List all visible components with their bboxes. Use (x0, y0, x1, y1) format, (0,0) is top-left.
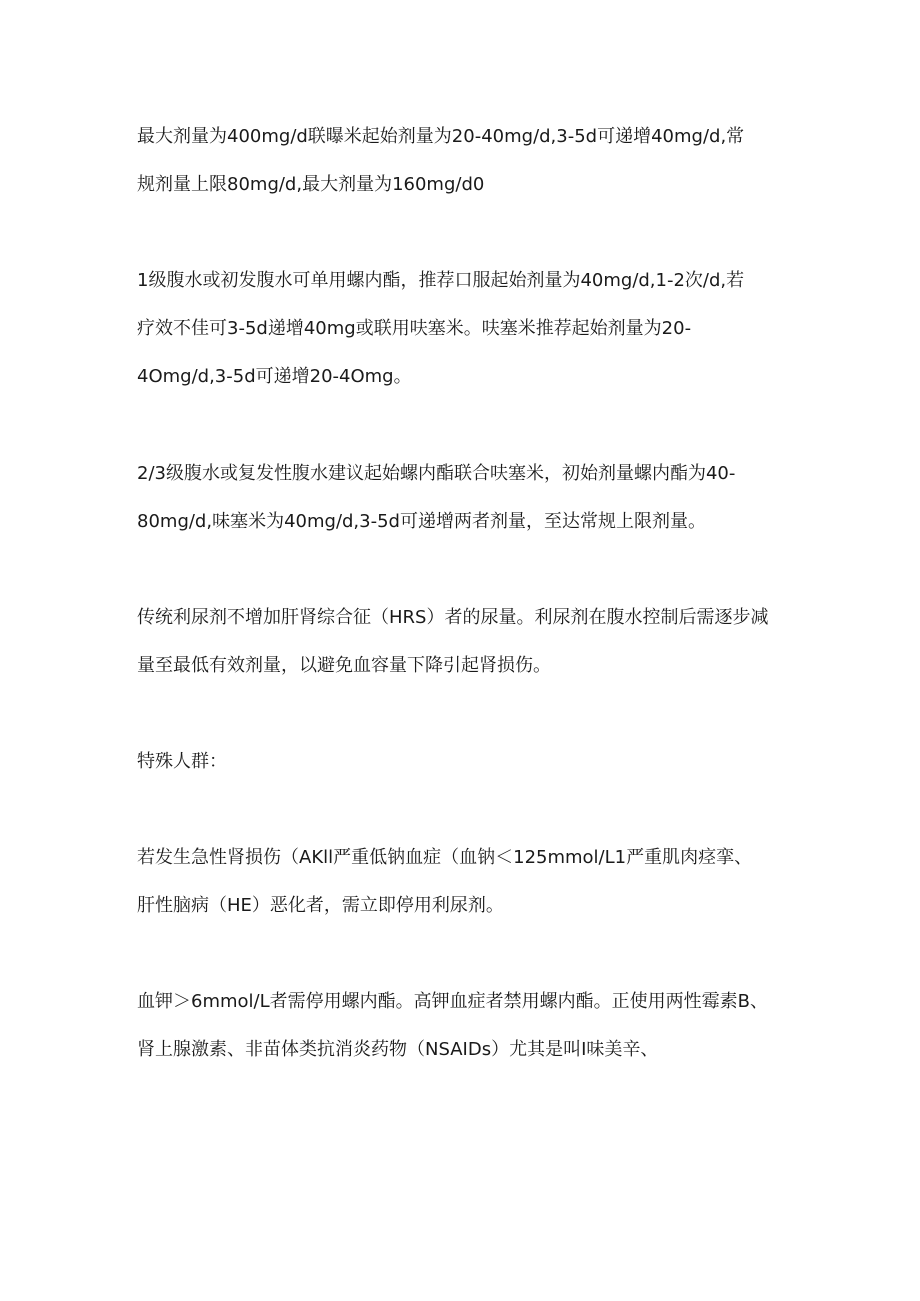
text-line: 肾上腺激素、非苗体类抗消炎药物（NSAIDs）尤其是叫I味美辛、 (137, 1039, 659, 1060)
text-line: 疗效不佳可3-5d递增40mg或联用呋塞米。呋塞米推荐起始剂量为20- (137, 318, 692, 339)
section-heading-special-populations (137, 738, 787, 786)
paragraph-hrs-diuretics (137, 594, 787, 690)
text-line: 80mg/d,味塞米为40mg/d,3-5d可递增两者剂量，至达常规上限剂量。 (137, 511, 706, 532)
paragraph-diuretic-max-dose (137, 113, 787, 209)
text-line: 1级腹水或初发腹水可单用螺内酯，推荐口服起始剂量为40mg/d,1-2次/d,若 (137, 270, 745, 291)
text-line: 特殊人群： (137, 751, 227, 772)
paragraph-grade1-ascites (137, 257, 787, 401)
text-line: 4Omg/d,3-5d可递增20-4Omg。 (137, 366, 412, 387)
text-line: 最大剂量为400mg/d联曝米起始剂量为20-40mg/d,3-5d可递增40mg/d,常 (137, 126, 745, 147)
paragraph-grade23-ascites (137, 450, 787, 546)
paragraph-hyperkalemia (137, 978, 787, 1074)
text-line: 2/3级腹水或复发性腹水建议起始螺内酯联合呋塞米，初始剂量螺内酯为40- (137, 463, 736, 484)
text-line: 肝性脑病（HE）恶化者，需立即停用利尿剂。 (137, 895, 504, 916)
text-line: 血钾＞6mmol/L者需停用螺内酯。高钾血症者禁用螺内酯。正使用两性霉素B、 (137, 991, 768, 1012)
paragraph-aki-stop-diuretics (137, 834, 787, 930)
text-line: 量至最低有效剂量，以避免血容量下降引起肾损伤。 (137, 655, 551, 676)
text-line: 传统利尿剂不增加肝肾综合征（HRS）者的尿量。利尿剂在腹水控制后需逐步减 (137, 607, 769, 628)
text-line: 规剂量上限80mg/d,最大剂量为160mg/d0 (137, 174, 485, 195)
text-line: 若发生急性肾损伤（AKll严重低钠血症（血钠＜125mmol/L1严重肌肉痉挛、 (137, 847, 753, 868)
